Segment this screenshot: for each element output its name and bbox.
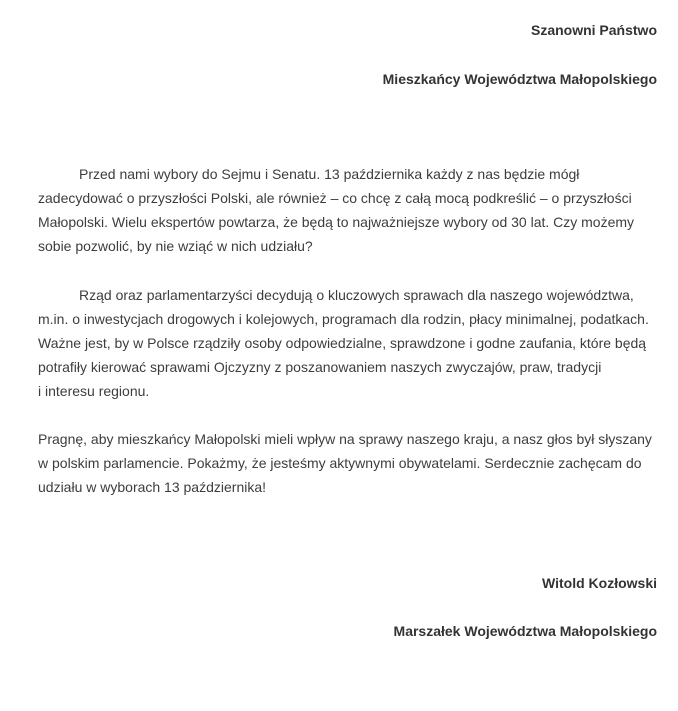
paragraph-line: i interesu regionu. (38, 383, 150, 399)
paragraph-3 (38, 427, 663, 499)
paragraph-line: w polskim parlamencie. Pokażmy, że jesteśmy aktywnymi obywatelami. Serdecznie zachęcam do (38, 455, 642, 471)
paragraph-line: Pragnę, aby mieszkańcy Małopolski mieli wpływ na sprawy naszego kraju, a nasz głos był słyszany (38, 431, 652, 447)
paragraph-line: Rząd oraz parlamentarzyści decydują o kluczowych sprawach dla naszego województwa, (79, 287, 634, 303)
paragraph-line: Przed nami wybory do Sejmu i Senatu. 13 października każdy z nas będzie mógł (79, 166, 580, 182)
paragraph-line: m.in. o inwestycjach drogowych i kolejowych, programach dla rodzin, płacy minimalnej, podatkach. (38, 311, 649, 327)
signature-title: Marszałek Województwa Małopolskiego (393, 623, 657, 639)
paragraph-line: potrafiły kierować sprawami Ojczyzny z poszanowaniem naszych zwyczajów, praw, tradycji (38, 359, 602, 375)
paragraph-2 (38, 283, 663, 403)
paragraph-line: zadecydować o przyszłości Polski, ale również – co chcę z całą mocą podkreślić – o przyszłości (38, 190, 632, 206)
paragraph-line: udziału w wyborach 13 października! (38, 479, 267, 495)
paragraph-line: sobie pozwolić, by nie wziąć w nich udziału? (38, 238, 313, 254)
salutation: Szanowni Państwo (530, 22, 657, 38)
signature-name: Witold Kozłowski (542, 575, 657, 591)
paragraph-1 (38, 162, 663, 258)
paragraph-line: Ważne jest, by w Polsce rządziły osoby odpowiedzialne, sprawdzone i godne zaufania, które będą (38, 335, 647, 351)
paragraph-line: Małopolski. Wielu ekspertów powtarza, że będą to najważniejsze wybory od 30 lat. Czy możemy (38, 214, 635, 230)
addressee: Mieszkańcy Województwa Małopolskiego (382, 71, 657, 87)
